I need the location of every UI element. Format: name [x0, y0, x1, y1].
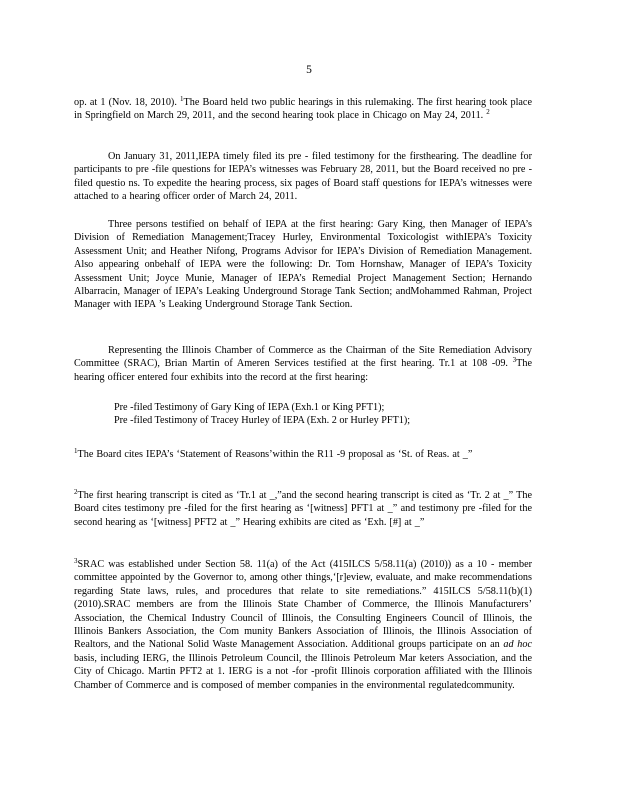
- footnote-2: [74, 489, 532, 529]
- footnote-ref: 2: [486, 108, 490, 117]
- footnote-3: [74, 558, 532, 692]
- footnote-number: 1: [74, 447, 78, 455]
- exhibit-list: [90, 401, 410, 428]
- footnote-1: [74, 448, 532, 461]
- paragraph-prefiled-testimony: On January 31, 2011,IEPA timely filed its pre - filed testimony for the firsthearing. The deadline for participants to pre -file questions for IEPA’s witnesses was February 28, 2011, but the Board received no pre -filed questio ns. To expedite the hearing process, six pages of Board staff questions for IEPA’s witnesses were attached to a hearing officer order of March 24, 2011.: [74, 151, 532, 203]
- paragraph-text: The Board held two public hearings in this rulemaking. The first hearing took place in Springfield on March 29, 2011, and the second hearing took place in Chicago on May 24, 2011.: [74, 97, 532, 122]
- footnote-text: basis, including IERG, the Illinois Petroleum Council, the Illinois Petroleum Mar keters Association, and the City of Chicago. Martin PFT2 at 1. IERG is a not -for -profit Illinois corporation affiliated with the Illinois Chamber of Commerce and is composed of member companies in the environmental regulatedcommunity.: [74, 652, 532, 691]
- list-item-text: Pre -filed Testimony of Gary King of IEPA (Exh.1 or King PFT1);: [114, 402, 385, 413]
- paragraph-srac: [74, 344, 532, 384]
- paragraph-iepa-witnesses: Three persons testified on behalf of IEPA at the first hearing: Gary King, then Manager of IEPA’s Division of Remediation Management;Tracey Hurley, Environmental Toxicologist withIEPA’s Toxicity Assessment Unit; and Heather Nifong, Programs Advisor for IEPA’s Division of Remediation Management. Also appearing onbehalf of IEPA were the following: Dr. Tom Hornshaw, Manager of IEPA’s Toxicity Assessment Unit; Joyce Munie, Manager of IEPA’s Remedial Project Management Section; Hernando Albarracin, Manager of IEPA’s Leaking Underground Storage Tank Section; andMohammed Rahman, Project Manager with IEPA ’s Leaking Underground Storage Tank Section.: [74, 219, 532, 311]
- bullet-icon: [90, 401, 114, 414]
- footnote-ref: 3: [512, 356, 517, 365]
- footnote-text: The Board cites IEPA’s ‘Statement of Reasons’within the R11 -9 proposal as ‘St. of Reas. at _”: [77, 449, 473, 460]
- paragraph-text: op. at 1 (Nov. 18, 2010).: [74, 97, 181, 108]
- list-item: [90, 414, 410, 427]
- bullet-icon: [90, 414, 114, 427]
- paragraph-text: The hearing officer entered four exhibits into the record at the first hearing:: [74, 358, 532, 383]
- page-number: 5: [306, 64, 312, 76]
- paragraph-text: Representing the Illinois Chamber of Commerce as the Chairman of the Site Remediation Advisory Committee (SRAC), Brian Martin of Ameren Services testified at the first hearing. Tr.1 at 108 -09.: [74, 345, 532, 370]
- footnote-ref: 1: [180, 95, 184, 103]
- footnote-text: The first hearing transcript is cited as ‘Tr.1 at _,”and the second hearing transcript is cited as ‘Tr. 2 at _” The Board cites testimony pre -filed for the first hearing as ‘[witness] PFT1 at _” and testimony pre -filed for the second hearing as ‘[witness] PFT2 at _” Hearing exhibits are cited as ‘Exh. [#] at _”: [74, 490, 532, 528]
- list-item: [90, 401, 410, 414]
- paragraph-opening: [74, 96, 532, 123]
- footnote-text: SRAC was established under Section 58. 11(a) of the Act (415ILCS 5/58.11(a) (2010)) as a 10 - member committee appointed by the Governor to, among other things,‘[r]eview, evaluate, and make recommendations regarding State laws, rules, and procedures that relate to site remediations.” 415ILCS 5/58.11(b)(1) (2010).SRAC members are from the Illinois State Chamber of Commerce, the Illinois Manufacturers’ Association, the Chemical Industry Council of Illinois, the Consulting Engineers Council of Illinois, the Illinois Bankers Association, the Com munity Bankers Association of Illinois, the Illinois Association of Realtors, and the National Solid Waste Management Association. Additional groups participate on an: [74, 559, 532, 651]
- footnote-number: 3: [74, 557, 78, 565]
- footnote-number: 2: [74, 488, 78, 496]
- footnote-italic-text: ad hoc: [503, 639, 532, 651]
- list-item-text: Pre -filed Testimony of Tracey Hurley of IEPA (Exh. 2 or Hurley PFT1);: [114, 415, 411, 427]
